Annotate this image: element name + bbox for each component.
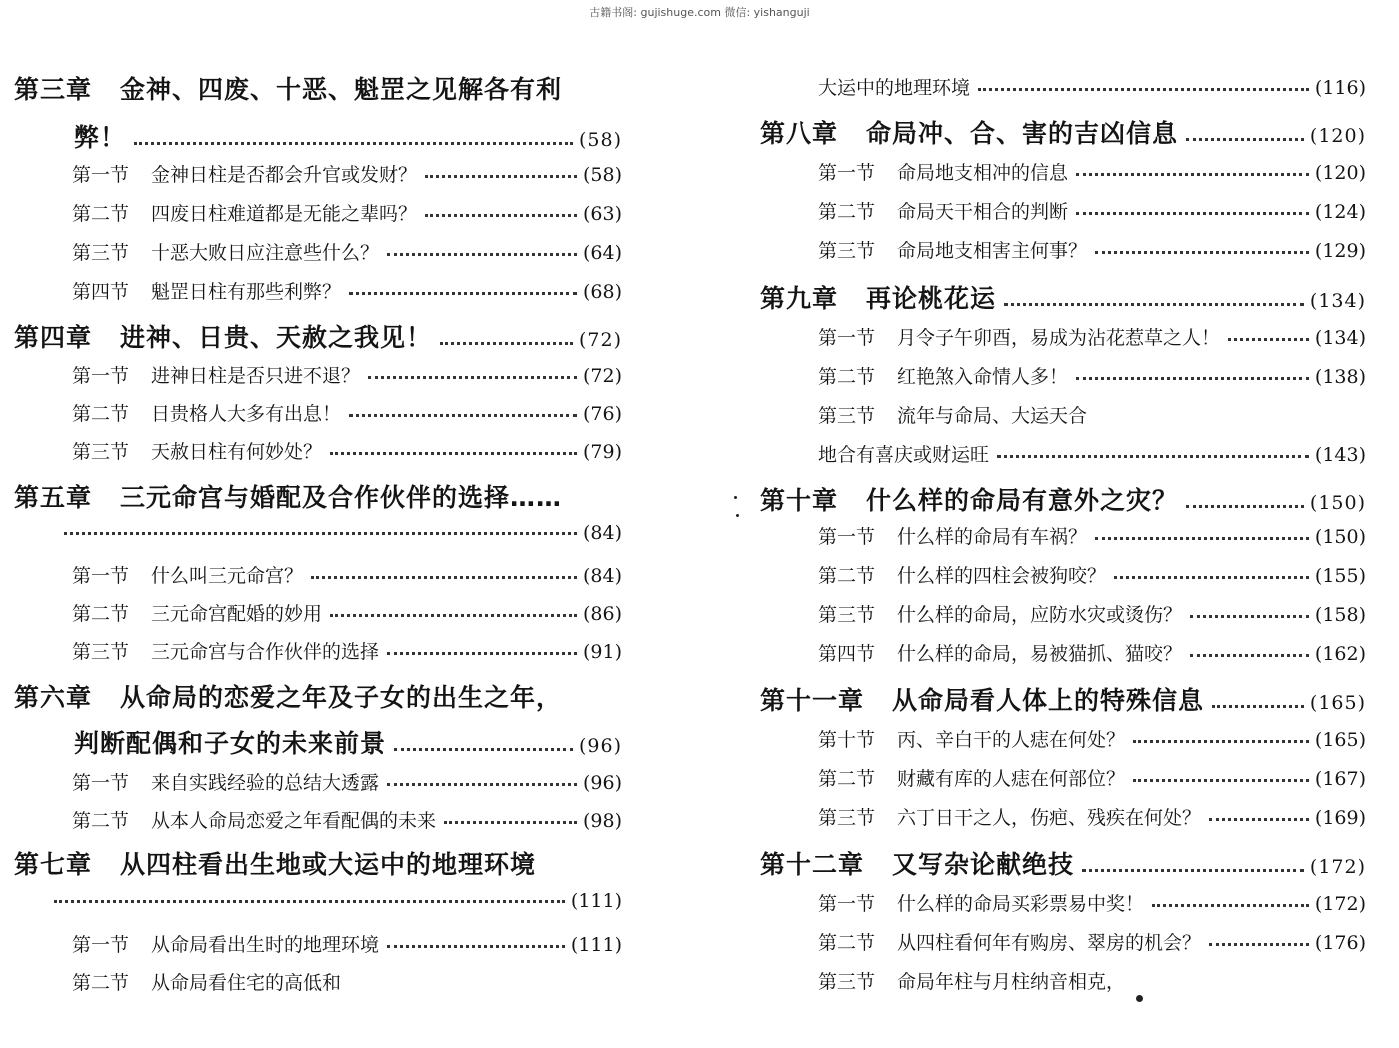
page-number: (72) xyxy=(582,365,622,387)
section-label: 第一节 xyxy=(818,526,876,548)
section-title: 魁罡日柱有那些利弊？ xyxy=(151,281,342,303)
chapter-label: 第九章 xyxy=(760,284,839,313)
section-title: 财藏有库的人痣在何部位？ xyxy=(897,768,1126,790)
toc-section[interactable] xyxy=(760,401,1366,428)
section-title: 什么样的命局，易被猫抓、猫咬？ xyxy=(897,643,1183,665)
section-label: 第一节 xyxy=(72,772,130,794)
section-label: 第二节 xyxy=(818,565,876,587)
scan-speck xyxy=(736,514,739,517)
section-title: 丙、辛白干的人痣在何处？ xyxy=(897,729,1126,751)
toc-section[interactable] xyxy=(14,238,622,265)
page-number: (172) xyxy=(1314,893,1366,915)
chapter-title: 什么样的命局有意外之灾？ xyxy=(866,486,1179,515)
section-title: 月令子午卯酉，易成为沾花惹草之人！ xyxy=(897,327,1221,349)
section-label: 第一节 xyxy=(72,164,130,186)
toc-section[interactable] xyxy=(760,323,1366,350)
dot-leader xyxy=(64,532,577,535)
toc-section[interactable] xyxy=(760,725,1366,752)
section-title: 四废日柱难道都是无能之辈吗？ xyxy=(151,203,418,225)
toc-chapter-6[interactable] xyxy=(14,678,622,714)
dot-leader xyxy=(349,292,577,295)
section-title: 金神日柱是否都会升官或发财？ xyxy=(151,164,418,186)
dot-leader xyxy=(394,748,573,751)
section-title: 流年与命局、大运天合 xyxy=(897,405,1088,427)
section-label: 第三节 xyxy=(818,807,876,829)
dot-leader xyxy=(349,414,577,417)
chapter-label: 第六章 xyxy=(14,683,93,712)
dot-leader xyxy=(330,614,577,617)
chapter-label: 第十二章 xyxy=(760,850,865,879)
dot-leader xyxy=(1076,377,1309,380)
page-number: (98) xyxy=(582,810,622,832)
section-title: 从命局看出生时的地理环境 xyxy=(151,934,380,956)
toc-section[interactable] xyxy=(14,768,622,795)
section-label: 第一节 xyxy=(818,327,876,349)
section-label: 第三节 xyxy=(818,405,876,427)
dot-leader xyxy=(1186,138,1304,141)
section-label: 第二节 xyxy=(72,972,130,994)
chapter-title-continued: 判断配偶和子女的未来前景 xyxy=(74,729,387,758)
toc-section[interactable] xyxy=(14,199,622,226)
page-number: (158) xyxy=(1314,604,1366,626)
dot-leader xyxy=(978,88,1309,91)
toc-section[interactable] xyxy=(760,197,1366,224)
toc-section[interactable] xyxy=(14,806,622,833)
section-title: 日贵格人大多有出息！ xyxy=(151,403,342,425)
toc-section-continued[interactable] xyxy=(760,440,1366,467)
chapter-title: 从四柱看出生地或大运中的地理环境 xyxy=(120,850,537,879)
dot-leader xyxy=(1228,338,1309,341)
page-number: (143) xyxy=(1314,444,1366,466)
section-label: 第二节 xyxy=(818,201,876,223)
section-label: 第一节 xyxy=(818,893,876,915)
section-title-continued: 大运中的地理环境 xyxy=(818,77,971,99)
scan-speck xyxy=(1136,995,1143,1002)
toc-chapter-7-page[interactable] xyxy=(14,890,622,912)
dot-leader xyxy=(387,783,577,786)
section-label: 第一节 xyxy=(72,565,130,587)
section-label: 第一节 xyxy=(72,934,130,956)
page-number: (176) xyxy=(1314,932,1366,954)
toc-section[interactable] xyxy=(760,600,1366,627)
toc-section[interactable] xyxy=(14,361,622,388)
section-label: 第二节 xyxy=(72,203,130,225)
dot-leader xyxy=(1190,615,1309,618)
toc-chapter-11[interactable] xyxy=(760,681,1366,717)
dot-leader xyxy=(387,652,577,655)
section-title: 来自实践经验的总结大透露 xyxy=(151,772,380,794)
chapter-label: 第十一章 xyxy=(760,686,865,715)
page-number: (64) xyxy=(582,242,622,264)
dot-leader xyxy=(1152,904,1309,907)
toc-section[interactable] xyxy=(760,967,1366,994)
toc-chapter-12[interactable] xyxy=(760,845,1366,881)
chapter-title: 进神、日贵、天赦之我见！ xyxy=(120,323,433,352)
dot-leader xyxy=(54,900,565,903)
page-number: (169) xyxy=(1314,807,1366,829)
section-label: 第二节 xyxy=(72,603,130,625)
section-label: 第二节 xyxy=(818,932,876,954)
dot-leader xyxy=(311,576,577,579)
section-title: 三元命宫与合作伙伴的选择 xyxy=(151,641,380,663)
chapter-label: 第八章 xyxy=(760,119,839,148)
toc-section[interactable] xyxy=(760,362,1366,389)
page-number: (134) xyxy=(1309,290,1366,312)
watermark-text: 古籍书阁: gujishuge.com 微信: yishanguji xyxy=(589,6,810,19)
toc-chapter-5[interactable] xyxy=(14,478,622,514)
chapter-title: 三元命宫与婚配及合作伙伴的选择…… xyxy=(120,483,563,512)
toc-section[interactable] xyxy=(760,928,1366,955)
section-label: 第一节 xyxy=(72,365,130,387)
page-number: (167) xyxy=(1314,768,1366,790)
page-number: (129) xyxy=(1314,240,1366,262)
toc-section[interactable] xyxy=(760,522,1366,549)
toc-section[interactable] xyxy=(14,437,622,464)
chapter-title: 命局冲、合、害的吉凶信息 xyxy=(866,119,1179,148)
dot-leader xyxy=(1190,654,1309,657)
dot-leader xyxy=(387,945,565,948)
chapter-title-continued: 弊！ xyxy=(74,123,127,152)
page-number: (162) xyxy=(1314,643,1366,665)
section-title: 命局地支相害主何事？ xyxy=(897,240,1088,262)
page-number: (134) xyxy=(1314,327,1366,349)
chapter-title: 从命局的恋爱之年及子女的出生之年， xyxy=(120,683,563,712)
section-title: 什么叫三元命宫？ xyxy=(151,565,304,587)
section-title: 十恶大败日应注意些什么？ xyxy=(151,242,380,264)
dot-leader xyxy=(1133,740,1309,743)
chapter-title: 金神、四废、十恶、魁罡之见解各有利 xyxy=(120,75,563,104)
toc-chapter-4[interactable] xyxy=(14,318,622,354)
page-number: (116) xyxy=(1314,77,1366,99)
section-title: 六丁日干之人，伤疤、残疾在何处？ xyxy=(897,807,1202,829)
page-number: (150) xyxy=(1314,526,1366,548)
page-number: (68) xyxy=(582,281,622,303)
page-number: (79) xyxy=(582,441,622,463)
page-number: (86) xyxy=(582,603,622,625)
dot-leader xyxy=(1082,869,1304,872)
toc-chapter-9[interactable] xyxy=(760,279,1366,315)
toc-chapter-7[interactable] xyxy=(14,845,622,881)
page-number: (58) xyxy=(582,164,622,186)
section-label: 第三节 xyxy=(72,441,130,463)
section-title: 三元命宫配婚的妙用 xyxy=(151,603,323,625)
page-number: (172) xyxy=(1309,856,1366,878)
dot-leader xyxy=(330,452,577,455)
chapter-title: 从命局看人体上的特殊信息 xyxy=(892,686,1205,715)
section-label: 第二节 xyxy=(818,768,876,790)
page-number: (155) xyxy=(1314,565,1366,587)
page-number: (84) xyxy=(582,522,622,544)
section-title: 什么样的命局，应防水灾或烫伤？ xyxy=(897,604,1183,626)
section-label: 第二节 xyxy=(72,810,130,832)
dot-leader xyxy=(1212,705,1304,708)
toc-section-continued[interactable] xyxy=(760,73,1366,100)
toc-section[interactable] xyxy=(760,764,1366,791)
toc-section[interactable] xyxy=(760,158,1366,185)
toc-section[interactable] xyxy=(14,968,622,995)
toc-section[interactable] xyxy=(14,160,622,187)
chapter-title: 再论桃花运 xyxy=(866,284,997,313)
section-title: 什么样的命局有车祸？ xyxy=(897,526,1088,548)
section-title: 从四柱看何年有购房、翠房的机会？ xyxy=(897,932,1202,954)
toc-chapter-3[interactable] xyxy=(14,70,622,106)
page-number: (84) xyxy=(582,565,622,587)
toc-section[interactable] xyxy=(14,561,622,588)
page-number: (138) xyxy=(1314,366,1366,388)
section-title: 从命局看住宅的高低和 xyxy=(151,972,342,994)
section-title: 什么样的命局买彩票易中奖！ xyxy=(897,893,1145,915)
page-number: (120) xyxy=(1309,125,1366,147)
page-number: (96) xyxy=(578,735,622,757)
page-number: (124) xyxy=(1314,201,1366,223)
page-number: (96) xyxy=(582,772,622,794)
page-number: (63) xyxy=(582,203,622,225)
page-number: (150) xyxy=(1309,492,1366,514)
toc-section[interactable] xyxy=(14,277,622,304)
dot-leader xyxy=(387,253,577,256)
dot-leader xyxy=(1004,303,1304,306)
toc-chapter-5-page[interactable] xyxy=(14,522,622,544)
dot-leader xyxy=(1114,576,1309,579)
dot-leader xyxy=(368,376,577,379)
section-title: 命局天干相合的判断 xyxy=(897,201,1069,223)
chapter-label: 第七章 xyxy=(14,850,93,879)
section-label: 第十节 xyxy=(818,729,876,751)
dot-leader xyxy=(1076,212,1309,215)
page-number: (111) xyxy=(570,890,622,912)
page-number: (72) xyxy=(578,329,622,351)
page-number: (76) xyxy=(582,403,622,425)
page-number: (120) xyxy=(1314,162,1366,184)
chapter-label: 第十章 xyxy=(760,486,839,515)
section-label: 第三节 xyxy=(72,641,130,663)
toc-section[interactable] xyxy=(760,889,1366,916)
toc-chapter-3-continued[interactable] xyxy=(14,118,622,154)
dot-leader xyxy=(1209,818,1309,821)
scan-speck xyxy=(734,496,737,499)
dot-leader xyxy=(440,342,573,345)
toc-chapter-10[interactable] xyxy=(760,481,1366,517)
chapter-label: 第四章 xyxy=(14,323,93,352)
toc-section[interactable] xyxy=(14,930,622,957)
section-label: 第三节 xyxy=(818,971,876,993)
toc-section[interactable] xyxy=(14,637,622,664)
section-title: 什么样的四柱会被狗咬？ xyxy=(897,565,1107,587)
section-title: 命局地支相冲的信息 xyxy=(897,162,1069,184)
chapter-title: 又写杂论献绝技 xyxy=(892,850,1075,879)
dot-leader xyxy=(1095,251,1309,254)
section-title: 红艳煞入命情人多！ xyxy=(897,366,1069,388)
dot-leader xyxy=(1133,779,1309,782)
toc-section[interactable] xyxy=(14,399,622,426)
dot-leader xyxy=(425,175,577,178)
toc-section[interactable] xyxy=(760,803,1366,830)
toc-section[interactable] xyxy=(760,561,1366,588)
section-title: 命局年柱与月柱纳音相克， xyxy=(897,971,1126,993)
dot-leader xyxy=(444,821,577,824)
toc-section[interactable] xyxy=(760,639,1366,666)
section-title: 从本人命局恋爱之年看配偶的未来 xyxy=(151,810,437,832)
section-label: 第三节 xyxy=(818,604,876,626)
section-label: 第二节 xyxy=(72,403,130,425)
dot-leader xyxy=(1076,173,1309,176)
section-label: 第三节 xyxy=(72,242,130,264)
section-label: 第三节 xyxy=(818,240,876,262)
section-label: 第一节 xyxy=(818,162,876,184)
chapter-label: 第五章 xyxy=(14,483,93,512)
page-number: (91) xyxy=(582,641,622,663)
section-label: 第四节 xyxy=(72,281,130,303)
section-title: 天赦日柱有何妙处？ xyxy=(151,441,323,463)
section-label: 第二节 xyxy=(818,366,876,388)
page-number: (165) xyxy=(1314,729,1366,751)
page-number: (111) xyxy=(570,934,622,956)
section-title-continued: 地合有喜庆或财运旺 xyxy=(818,444,990,466)
dot-leader xyxy=(1209,943,1309,946)
dot-leader xyxy=(425,214,577,217)
dot-leader xyxy=(1095,537,1309,540)
chapter-label: 第三章 xyxy=(14,75,93,104)
toc-section[interactable] xyxy=(14,599,622,626)
dot-leader xyxy=(997,455,1309,458)
toc-chapter-8[interactable] xyxy=(760,114,1366,150)
section-label: 第四节 xyxy=(818,643,876,665)
page-number: (58) xyxy=(578,129,622,151)
dot-leader xyxy=(1186,505,1304,508)
toc-chapter-6-continued[interactable] xyxy=(14,724,622,760)
page-number: (165) xyxy=(1309,692,1366,714)
dot-leader xyxy=(134,142,573,145)
section-title: 进神日柱是否只进不退？ xyxy=(151,365,361,387)
toc-section[interactable] xyxy=(760,236,1366,263)
